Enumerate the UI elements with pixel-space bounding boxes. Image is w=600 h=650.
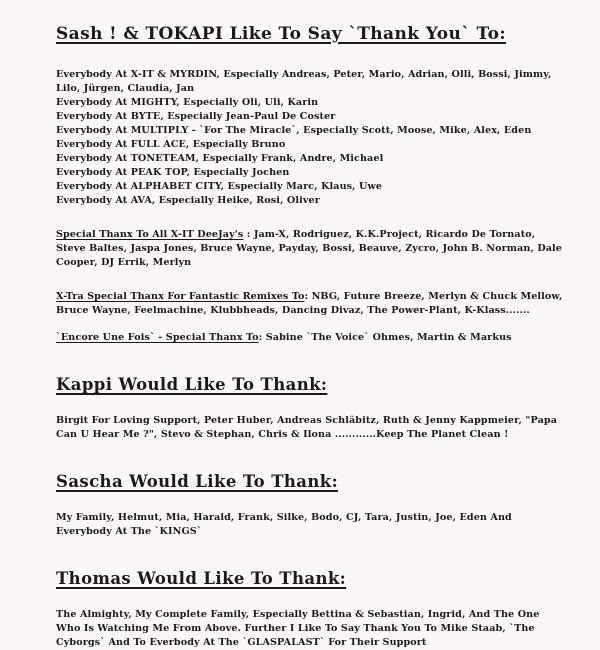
thanks-list <box>56 68 564 208</box>
thanks-line: Everybody At PEAK TOP, Especially Jochen <box>56 167 290 178</box>
xtra-thanx-lead: X-Tra Special Thanx For Fantastic Remixes To <box>56 291 305 302</box>
thanks-line: Everybody At MIGHTY, Especially Oli, Uli, Karin <box>56 97 319 108</box>
kappi-heading: Kappi Would Like To Thank: <box>56 375 328 394</box>
special-thanx-paragraph <box>56 228 564 270</box>
thanks-line: Everybody At FULL ACE, Especially Bruno <box>56 139 286 150</box>
thanks-line: Everybody At BYTE, Especially Jean-Paul De Coster <box>56 111 336 122</box>
thomas-heading: Thomas Would Like To Thank: <box>56 569 347 588</box>
encore-thanx-paragraph <box>56 331 564 345</box>
xtra-thanx-paragraph <box>56 290 564 318</box>
sascha-body: My Family, Helmut, Mia, Harald, Frank, Silke, Bodo, CJ, Tara, Justin, Joe, Eden And Everybody At The `KINGS` <box>56 512 512 537</box>
encore-thanx-lead: `Encore Une Fois` - Special Thanx To <box>56 332 259 343</box>
thanks-line: Everybody At AVA, Especially Heike, Rosi, Oliver <box>56 195 320 206</box>
sascha-heading: Sascha Would Like To Thank: <box>56 472 339 491</box>
encore-thanx-rest: : Sabine `The Voice` Ohmes, Martin & Markus <box>258 332 512 343</box>
thanks-line: Everybody At TONETEAM, Especially Frank, Andre, Michael <box>56 153 384 164</box>
xtra-thanx-rest: : NBG, Future Breeze, Merlyn & Chuck Mellow, Bruce Wayne, Feelmachine, Klubbheads, Dancing Divaz, The Power-Plant, K-Klass....... <box>56 291 563 316</box>
main-title: Sash ! & TOKAPI Like To Say `Thank You` To: <box>56 24 507 44</box>
thanks-line: Everybody At ALPHABET CITY, Especially Marc, Klaus, Uwe <box>56 181 383 192</box>
thomas-body: The Almighty, My Complete Family, Especially Bettina & Sebastian, Ingrid, And The One Who Is Watching Me From Above. Further I Like To Say Thank You To Mike Staab, `The Cyborgs` And To Everbody At The `GLASPALAST` For Their Support <box>56 609 540 648</box>
special-thanx-rest: : Jam-X, Rodriguez, K.K.Project, Ricardo De Tornato, Steve Baltes, Jaspa Jones, Bruce Wayne, Payday, Bossi, Beauve, Zycro, John B. Norman, Dale Cooper, DJ Errik, Merlyn <box>56 229 563 268</box>
thanks-line: Everybody At X-IT & MYRDIN, Especially Andreas, Peter, Mario, Adrian, Olli, Bossi, Jimmy, Lilo, Jürgen, Claudia, Jan <box>56 69 552 94</box>
special-thanx-lead: Special Thanx To All X-IT DeeJay's <box>56 229 244 240</box>
thanks-line: Everybody At MULTIPLY - `For The Miracle`, Especially Scott, Moose, Mike, Alex, Eden <box>56 125 532 136</box>
kappi-body: Birgit For Loving Support, Peter Huber, Andreas Schläbitz, Ruth & Jenny Kappmeier, "Papa Can U Hear Me ?", Stevo & Stephan, Chris & Ilona ............Keep The Planet Clean ! <box>56 415 558 440</box>
